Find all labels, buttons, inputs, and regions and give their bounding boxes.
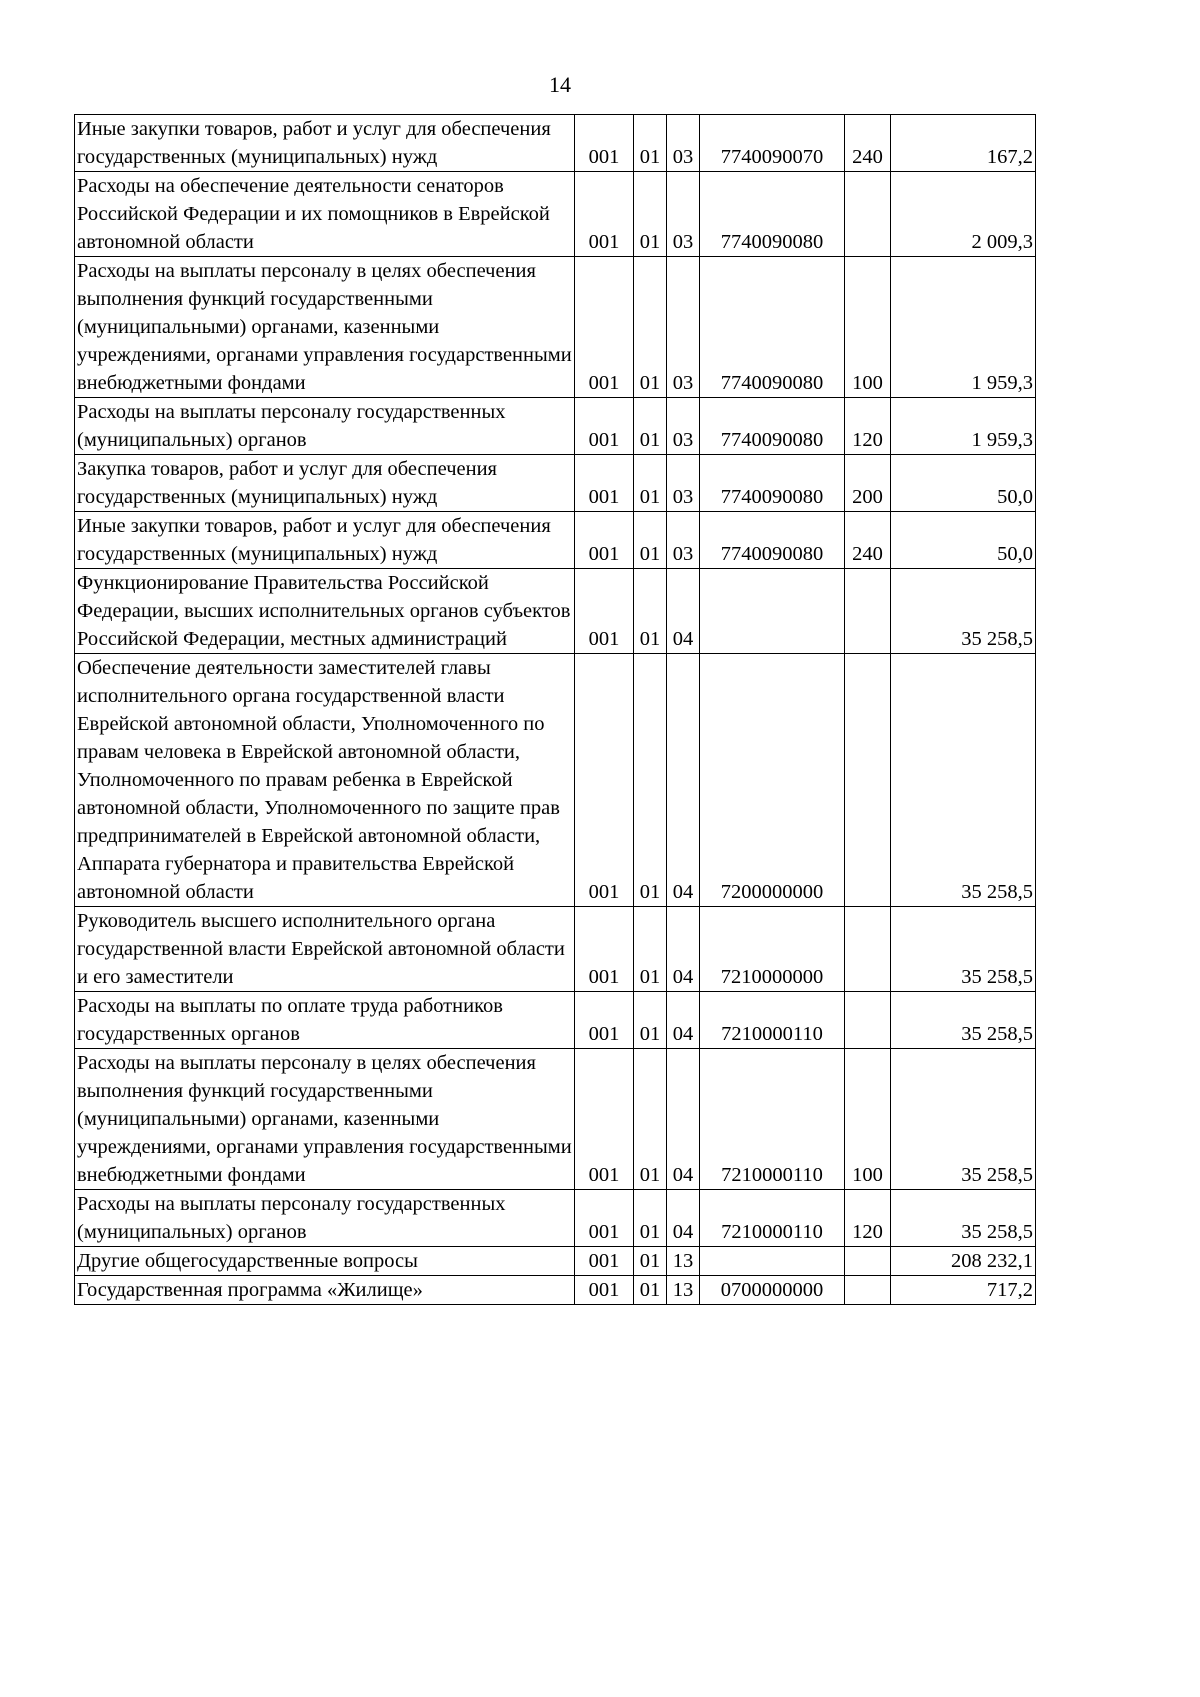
amount: 50,0: [891, 455, 1036, 512]
admin-code: 001: [575, 1276, 634, 1305]
subsection-code: 04: [667, 992, 700, 1049]
section-code: 01: [634, 992, 667, 1049]
admin-code: 001: [575, 1190, 634, 1247]
section-code: 01: [634, 1276, 667, 1305]
item-name: Расходы на выплаты персоналу в целях обеспечения выполнения функций государственными (муниципальными) органами, казенными учреждениями, органами управления государственными внебюджетными фондами: [75, 257, 575, 398]
amount: 167,2: [891, 115, 1036, 172]
item-name: Иные закупки товаров, работ и услуг для обеспечения государственных (муниципальных) нужд: [75, 512, 575, 569]
table-row: [75, 455, 1036, 512]
expense-type: 100: [845, 1049, 891, 1190]
subsection-code: 04: [667, 907, 700, 992]
admin-code: 001: [575, 512, 634, 569]
target-code: [700, 1247, 845, 1276]
subsection-code: 03: [667, 455, 700, 512]
section-code: 01: [634, 1247, 667, 1276]
item-name: Руководитель высшего исполнительного органа государственной власти Еврейской автономной области и его заместители: [75, 907, 575, 992]
admin-code: 001: [575, 992, 634, 1049]
amount: 35 258,5: [891, 992, 1036, 1049]
admin-code: 001: [575, 115, 634, 172]
amount: 717,2: [891, 1276, 1036, 1305]
subsection-code: 03: [667, 257, 700, 398]
table-row: [75, 569, 1036, 654]
item-name: Обеспечение деятельности заместителей главы исполнительного органа государственной власти Еврейской автономной области, Уполномоченного по правам человека в Еврейской автономной области, Уполномоченного по правам ребенка в Еврейской автономной области, Уполномоченного по защите прав предпринимателей в Еврейской автономной области, Аппарата губернатора и правительства Еврейской автономной области: [75, 654, 575, 907]
amount: 35 258,5: [891, 569, 1036, 654]
subsection-code: 03: [667, 172, 700, 257]
expense-type: [845, 569, 891, 654]
target-code: 7210000110: [700, 1049, 845, 1190]
expense-type: 120: [845, 398, 891, 455]
section-code: 01: [634, 1049, 667, 1190]
section-code: 01: [634, 398, 667, 455]
expense-type: [845, 1247, 891, 1276]
target-code: 7210000110: [700, 1190, 845, 1247]
section-code: 01: [634, 512, 667, 569]
expense-type: [845, 654, 891, 907]
expense-type: 120: [845, 1190, 891, 1247]
table-row: [75, 257, 1036, 398]
target-code: 7210000110: [700, 992, 845, 1049]
table-row: [75, 512, 1036, 569]
item-name: Государственная программа «Жилище»: [75, 1276, 575, 1305]
item-name: Иные закупки товаров, работ и услуг для обеспечения государственных (муниципальных) нужд: [75, 115, 575, 172]
expense-type: 240: [845, 512, 891, 569]
expense-type: [845, 172, 891, 257]
subsection-code: 03: [667, 115, 700, 172]
admin-code: 001: [575, 907, 634, 992]
table-row: [75, 654, 1036, 907]
subsection-code: 03: [667, 512, 700, 569]
amount: 208 232,1: [891, 1247, 1036, 1276]
item-name: Закупка товаров, работ и услуг для обеспечения государственных (муниципальных) нужд: [75, 455, 575, 512]
table-row: [75, 1049, 1036, 1190]
amount: 50,0: [891, 512, 1036, 569]
expense-type: 240: [845, 115, 891, 172]
expense-type: [845, 1276, 891, 1305]
admin-code: 001: [575, 1247, 634, 1276]
amount: 35 258,5: [891, 654, 1036, 907]
admin-code: 001: [575, 455, 634, 512]
page-number: 14: [549, 72, 571, 97]
table-row: [75, 992, 1036, 1049]
item-name: Расходы на выплаты персоналу в целях обеспечения выполнения функций государственными (муниципальными) органами, казенными учреждениями, органами управления государственными внебюджетными фондами: [75, 1049, 575, 1190]
section-code: 01: [634, 172, 667, 257]
table-row: [75, 1247, 1036, 1276]
section-code: 01: [634, 257, 667, 398]
expense-type: 200: [845, 455, 891, 512]
amount: 35 258,5: [891, 907, 1036, 992]
item-name: Расходы на обеспечение деятельности сенаторов Российской Федерации и их помощников в Еврейской автономной области: [75, 172, 575, 257]
subsection-code: 04: [667, 569, 700, 654]
expense-type: [845, 992, 891, 1049]
item-name: Расходы на выплаты персоналу государственных (муниципальных) органов: [75, 1190, 575, 1247]
subsection-code: 04: [667, 1049, 700, 1190]
target-code: 7740090080: [700, 172, 845, 257]
target-code: [700, 569, 845, 654]
item-name: Расходы на выплаты по оплате труда работников государственных органов: [75, 992, 575, 1049]
admin-code: 001: [575, 654, 634, 907]
section-code: 01: [634, 115, 667, 172]
target-code: 7740090080: [700, 455, 845, 512]
table-row: [75, 907, 1036, 992]
table-row: [75, 1276, 1036, 1305]
table-row: [75, 172, 1036, 257]
subsection-code: 03: [667, 398, 700, 455]
table-row: [75, 398, 1036, 455]
target-code: 7200000000: [700, 654, 845, 907]
table-row: [75, 1190, 1036, 1247]
amount: 1 959,3: [891, 398, 1036, 455]
item-name: Функционирование Правительства Российской Федерации, высших исполнительных органов субъектов Российской Федерации, местных администраций: [75, 569, 575, 654]
subsection-code: 13: [667, 1247, 700, 1276]
target-code: 7740090080: [700, 257, 845, 398]
section-code: 01: [634, 455, 667, 512]
admin-code: 001: [575, 257, 634, 398]
subsection-code: 04: [667, 654, 700, 907]
expense-type: 100: [845, 257, 891, 398]
subsection-code: 04: [667, 1190, 700, 1247]
amount: 2 009,3: [891, 172, 1036, 257]
target-code: 7740090070: [700, 115, 845, 172]
section-code: 01: [634, 1190, 667, 1247]
amount: 35 258,5: [891, 1049, 1036, 1190]
item-name: Расходы на выплаты персоналу государственных (муниципальных) органов: [75, 398, 575, 455]
expense-type: [845, 907, 891, 992]
section-code: 01: [634, 569, 667, 654]
subsection-code: 13: [667, 1276, 700, 1305]
amount: 35 258,5: [891, 1190, 1036, 1247]
budget-table: [74, 114, 1036, 1305]
table-row: [75, 115, 1036, 172]
section-code: 01: [634, 654, 667, 907]
amount: 1 959,3: [891, 257, 1036, 398]
admin-code: 001: [575, 1049, 634, 1190]
admin-code: 001: [575, 398, 634, 455]
admin-code: 001: [575, 172, 634, 257]
target-code: 7210000000: [700, 907, 845, 992]
target-code: 7740090080: [700, 512, 845, 569]
target-code: 7740090080: [700, 398, 845, 455]
target-code: 0700000000: [700, 1276, 845, 1305]
admin-code: 001: [575, 569, 634, 654]
item-name: Другие общегосударственные вопросы: [75, 1247, 575, 1276]
section-code: 01: [634, 907, 667, 992]
